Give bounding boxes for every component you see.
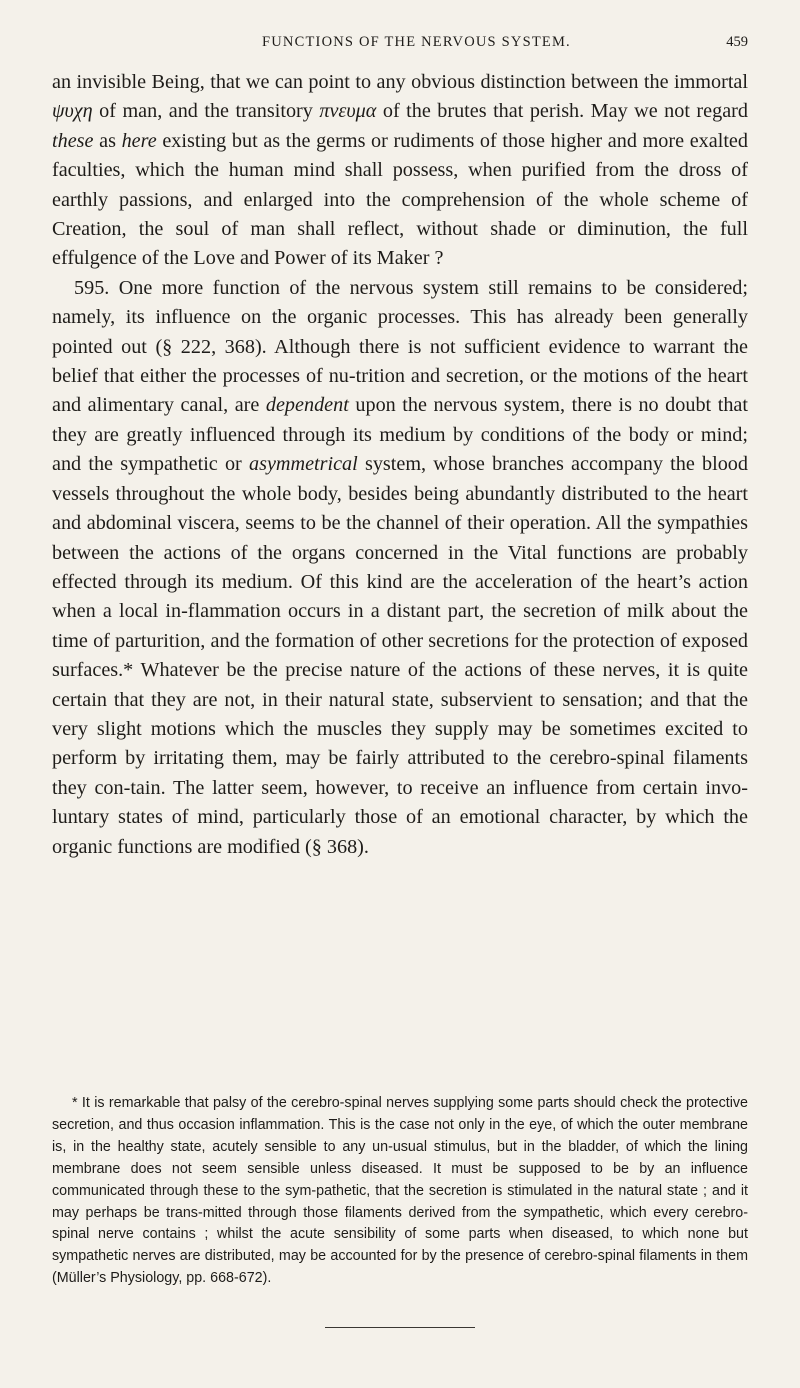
para2-text-2: upon the nervous system, there is no doubt that they are greatly influenced through its medium by conditions of the body or mind; and the sympathetic or [52, 394, 748, 476]
footnote [52, 1093, 748, 1290]
para1-text-4: as [93, 129, 122, 152]
para2-text-1: 595. One more function of the nervous system still remains to be considered; namely, its influence on the organic processes. This has already been generally pointed out (§ 222, 368). Although there is not sufficient evidence to warrant the belief that either the processes of nu-trition and secretion, or the motions of the heart and alimentary canal, are [52, 276, 748, 417]
greek-word-pneuma: πνευμα [319, 100, 377, 123]
emphasis-dependent: dependent [265, 394, 349, 417]
running-header [52, 34, 748, 56]
page-number: 459 [726, 34, 748, 50]
emphasis-asymmetrical: asymmetrical [249, 453, 358, 476]
paragraph-595 [52, 274, 748, 862]
greek-word-psyche: ψυχη [52, 100, 93, 123]
para1-text-3: of the brutes that perish. May we not regard [376, 100, 748, 123]
para1-text-5: existing but as the germs or rudiments of those higher and more exalted faculties, which the human mind shall possess, when purified from the dross of earthly passions, and enlarged into the comprehension of the whole scheme of Creation, the soul of man shall reflect, without shade or diminution, the full effulgence of the Love and Power of its Maker ? [52, 129, 748, 270]
footnote-text: * It is remarkable that palsy of the cerebro-spinal nerves supplying some parts should check the protective secretion, and thus occasion inflammation. This is the case not only in the eye, of which the outer membrane is, in the healthy state, acutely sensible to any un-usual stimulus, but in the bladder, of which the lining membrane does not seem sensible unless diseased. It must be supposed to be by an influence communicated through these to the sym-pathetic, that the secretion is stimulated in the natural state ; and it may perhaps be trans-mitted through those filaments derived from the sympathetic, which every cerebro-spinal nerve contains ; whilst the acute sensibility of some parts when diseased, to which none but sympathetic nerves are distributed, may be accounted for by the presence of cerebro-spinal filaments in them (Müller’s Physiology, pp. 668-672). [52, 1095, 748, 1287]
emphasis-these: these [52, 129, 94, 152]
para2-text-3: system, whose branches accompany the blood vessels throughout the whole body, besides being abundantly distributed to the heart and abdominal viscera, seems to be the channel of their operation. All the sympathies between the actions of the organs concerned in the Vital functions are probably effected through its medium. Of this kind are the acceleration of the heart’s action when a local in-flammation occurs in a distant part, the secretion of milk about the time of parturition, and the formation of other secretions for the protection of exposed surfaces.* Whatever be the precise nature of the actions of these nerves, it is quite certain that they are not, in their natural state, subservient to sensation; and that the very slight motions which the muscles they supply may be sometimes excited to perform by irritating them, may be fairly attributed to the cerebro-spinal filaments they con-tain. The latter seem, however, to receive an influence from certain invo-luntary states of mind, particularly those of an emotional character, by which the organic functions are modified (§ 368). [52, 453, 748, 858]
para1-text-1: an invisible Being, that we can point to any obvious distinction between the immortal [52, 71, 748, 93]
main-text [52, 68, 748, 862]
paragraph-continuation [52, 68, 748, 274]
footnote-divider [325, 1327, 475, 1328]
emphasis-here: here [121, 129, 157, 152]
running-title: FUNCTIONS OF THE NERVOUS SYSTEM. [262, 34, 571, 50]
para1-text-2: of man, and the transitory [92, 100, 320, 123]
